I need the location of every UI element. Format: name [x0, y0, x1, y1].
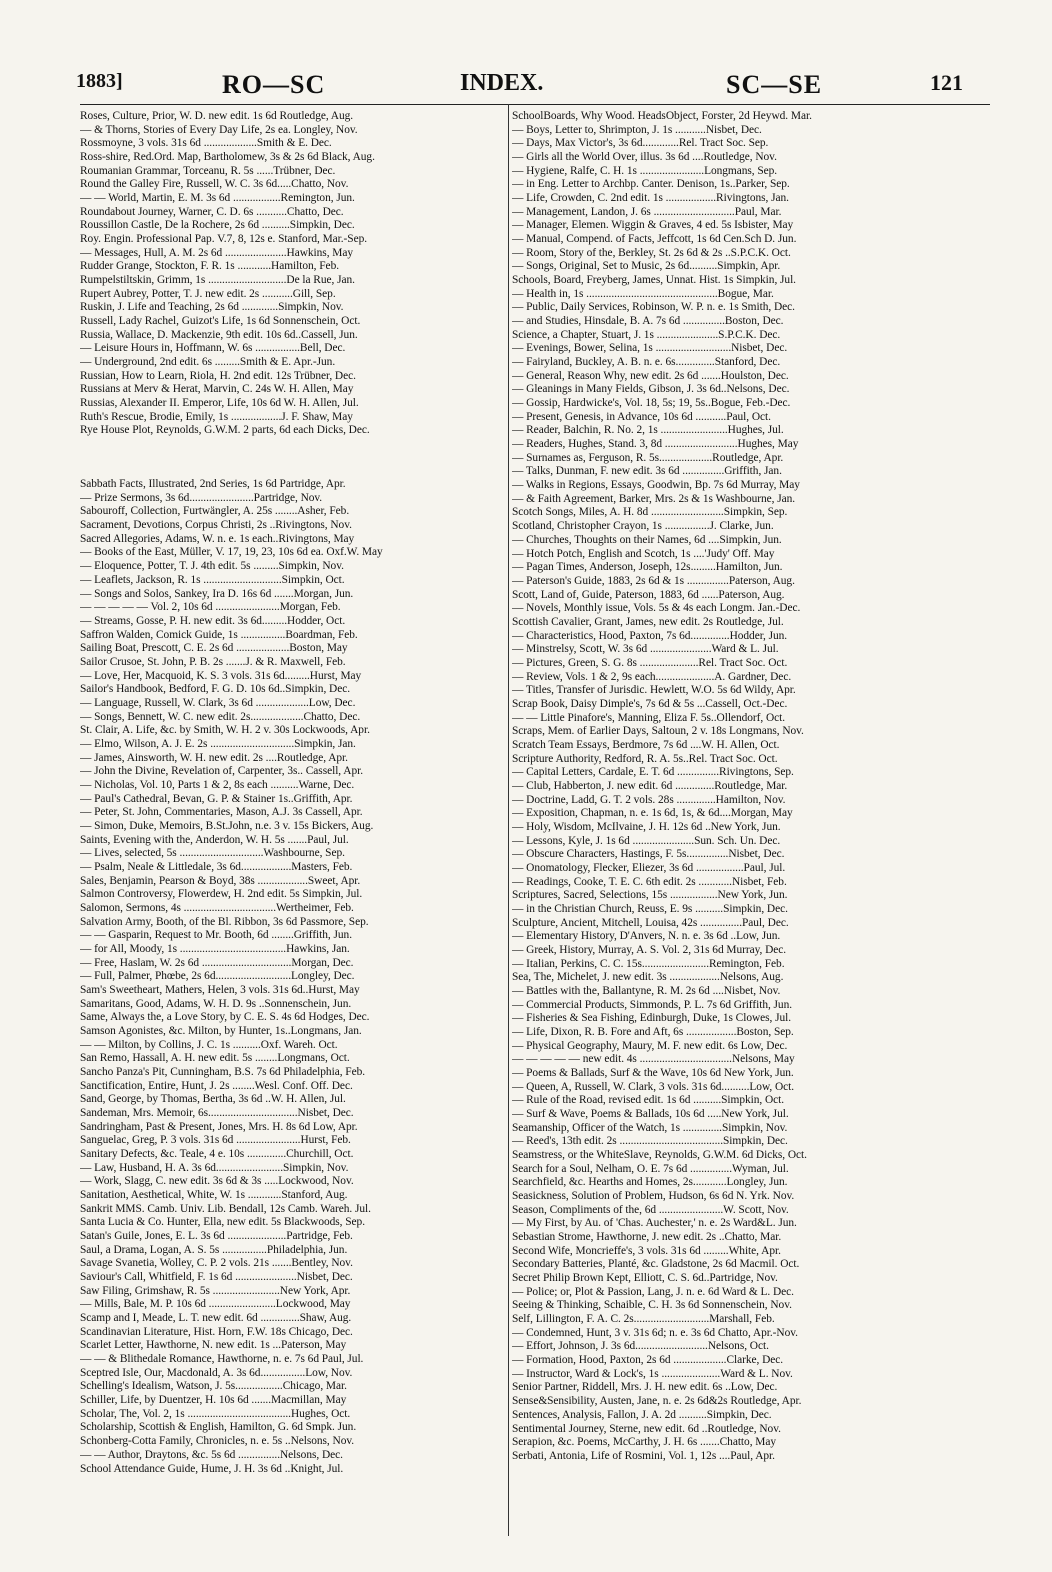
index-entry: Sandringham, Past & Present, Jones, Mrs. H. 8s 6d Low, Apr.: [80, 1120, 358, 1133]
index-entry: Sanguelac, Greg, P. 3 vols. 31s 6d .......................Hurst, Feb.: [80, 1134, 351, 1147]
index-entry: — Manager, Elemen. Wiggin & Graves, 4 ed. 5s Isbister, May: [512, 219, 794, 232]
index-entry: — Surf & Wave, Poems & Ballads, 10s 6d .....New York, Jul.: [512, 1108, 789, 1121]
index-entry: Sabouroff, Collection, Furtwängler, A. 25s ........Asher, Feb.: [80, 505, 350, 518]
index-entry: Seamanship, Officer of the Watch, 1s ..............Simpkin, Nov.: [512, 1121, 788, 1134]
index-entry: — General, Reason Why, new edit. 2s 6d .......Houlston, Dec.: [512, 369, 789, 382]
header-rule: [80, 104, 990, 105]
header-title: INDEX.: [460, 70, 544, 96]
index-entry: — in Eng. Letter to Archbp. Canter. Denison, 1s..Parker, Sep.: [512, 178, 790, 191]
index-entry: — Condemned, Hunt, 3 v. 31s 6d; n. e. 3s 6d Chatto, Apr.-Nov.: [512, 1326, 798, 1339]
index-entry: Schelling's Idealism, Watson, J. 5s.................Chicago, Mar.: [80, 1380, 347, 1393]
index-entry: St. Clair, A. Life, &c. by Smith, W. H. 2 v. 30s Lockwoods, Apr.: [80, 724, 370, 737]
index-entry: Sentences, Analysis, Fallon, J. A. 2d ..........Simpkin, Dec.: [512, 1408, 772, 1421]
index-entry: — Free, Haslam, W. 2s 6d ................................Morgan, Dec.: [80, 956, 354, 969]
index-entry: — Present, Genesis, in Advance, 10s 6d ...........Paul, Oct.: [512, 410, 771, 423]
index-entry: Search for a Soul, Nelham, O. E. 7s 6d ...............Wyman, Jul.: [512, 1162, 789, 1175]
index-entry: Sebastian Strome, Hawthorne, J. new edit. 2s ..Chatto, Mar.: [512, 1231, 782, 1244]
index-entry: — Full, Palmer, Phœbe, 2s 6d...........................Longley, Dec.: [80, 970, 355, 983]
index-entry: Scholarship, Scottish & English, Hamilton, G. 6d Smpk. Jun.: [80, 1421, 357, 1434]
index-entry: — Paterson's Guide, 1883, 2s 6d & 1s ...............Paterson, Aug.: [512, 574, 795, 587]
index-entry: Same, Always the, a Love Story, by C. E. S. 4s 6d Hodges, Dec.: [80, 1011, 370, 1024]
index-entry: San Remo, Hassall, A. H. new edit. 5s ........Longmans, Oct.: [80, 1052, 350, 1065]
index-entry: Ross-shire, Red.Ord. Map, Bartholomew, 3s & 2s 6d Black, Aug.: [80, 151, 375, 164]
index-entry: — Messages, Hull, A. M. 2s 6d ......................Hawkins, May: [80, 246, 354, 259]
index-entry: — — & Blithedale Romance, Hawthorne, n. e. 7s 6d Paul, Jul.: [80, 1353, 364, 1366]
index-entry: — Physical Geography, Maury, M. F. new edit. 6s Low, Dec.: [512, 1039, 788, 1052]
index-entry: — Prize Sermons, 3s 6d.......................Partridge, Nov.: [80, 491, 323, 504]
index-entry: Samson Agonistes, &c. Milton, by Hunter, 1s..Longmans, Jan.: [80, 1025, 362, 1037]
index-entry: — Underground, 2nd edit. 6s .........Smith & E. Apr.-Jun.: [80, 356, 336, 369]
index-entry: Salmon Controversy, Flowerdew, H. 2nd edit. 5s Simpkin, Jul.: [80, 888, 363, 901]
index-entry: Rudder Grange, Stockton, F. R. 1s ............Hamilton, Feb.: [80, 260, 340, 273]
index-entry: — — Gasparin, Request to Mr. Booth, 6d ........Griffith, Jun.: [80, 929, 352, 942]
index-entry: Rumpelstiltskin, Grimm, 1s ............................De la Rue, Jan.: [80, 274, 355, 287]
index-entry: — Leisure Hours in, Hoffmann, W. 6s ................Bell, Dec.: [80, 342, 346, 355]
index-entry: Serapion, &c. Poems, McCarthy, J. H. 6s .......Chatto, May: [512, 1436, 777, 1449]
index-entry: Seamstress, or the WhiteSlave, Reynolds, G.W.M. 6d Dicks, Oct.: [512, 1149, 807, 1162]
index-entry: Scratch Team Essays, Berdmore, 7s 6d ....W. H. Allen, Oct.: [512, 738, 780, 751]
index-entry: — Instructor, Ward & Lock's, 1s .....................Ward & L. Nov.: [512, 1367, 793, 1380]
index-entry: — Hygiene, Ralfe, C. H. 1s .......................Longmans, Sep.: [512, 164, 778, 177]
index-entry: Scraps, Mem. of Earlier Days, Saltoun, 2 v. 18s Longmans, Nov.: [512, 725, 804, 738]
index-entry: Sceptred Isle, Our, Macdonald, A. 3s 6d................Low, Nov.: [80, 1366, 353, 1379]
index-entry: — & Thorns, Stories of Every Day Life, 2s ea. Longley, Nov.: [80, 123, 358, 136]
index-entry: — Fisheries & Sea Fishing, Edinburgh, Duke, 1s Clowes, Jul.: [512, 1012, 792, 1025]
index-entry: Secret Philip Brown Kept, Elliott, C. S. 6d..Partridge, Nov.: [512, 1272, 778, 1285]
index-entry: Scrap Book, Daisy Dimple's, 7s 6d & 5s ...Cassell, Oct.-Dec.: [512, 697, 788, 710]
index-entry: Sailor Crusoe, St. John, P. B. 2s .......J. & R. Maxwell, Feb.: [80, 655, 346, 668]
index-entry: Senior Partner, Riddell, Mrs. J. H. new edit. 6s ..Low, Dec.: [512, 1381, 778, 1394]
index-entry: Secondary Batteries, Planté, &c. Gladstone, 2s 6d Macmil. Oct.: [512, 1258, 800, 1271]
index-entry: Sacrament, Devotions, Corpus Christi, 2s ..Rivingtons, Nov.: [80, 519, 352, 532]
index-entry: — Mills, Bale, M. P. 10s 6d ........................Lockwood, May: [80, 1298, 351, 1311]
index-entry: — Streams, Gosse, P. H. new edit. 3s 6d.........Hodder, Oct.: [80, 614, 346, 627]
index-entry: — Effort, Johnson, J. 3s 6d..........................Nelsons, Oct.: [512, 1340, 769, 1353]
index-entry: Santa Lucia & Co. Hunter, Ella, new edit. 5s Blackwoods, Sep.: [80, 1216, 366, 1229]
index-entry: Roumanian Grammar, Torceanu, R. 5s ......Trübner, Dec.: [80, 164, 336, 177]
index-entry: — Capital Letters, Cardale, E. T. 6d ...............Rivingtons, Sep.: [512, 766, 794, 779]
index-entry: Ruskin, J. Life and Teaching, 2s 6d .............Simpkin, Nov.: [80, 301, 344, 314]
index-entry: — Psalm, Neale & Littledale, 3s 6d..................Masters, Feb.: [80, 860, 353, 873]
index-entry: — Pictures, Green, S. G. 8s .....................Rel. Tract Soc. Oct.: [512, 656, 788, 669]
index-entry: Sanctification, Entire, Hunt, J. 2s ........Wesl. Conf. Off. Dec.: [80, 1079, 353, 1092]
index-entry: — Hotch Potch, English and Scotch, 1s ....'Judy' Off. May: [512, 547, 775, 560]
index-entry: — Reader, Balchin, R. No. 2, 1s ........................Hughes, Jul.: [512, 424, 784, 437]
index-entry: Self, Lillington, F. A. C. 2s...........................Marshall, Feb.: [512, 1313, 775, 1326]
index-entry: Seeing & Thinking, Schaible, C. H. 3s 6d Sonnenschein, Nov.: [512, 1299, 792, 1312]
index-entry: — Formation, Hood, Paxton, 2s 6d ...................Clarke, Dec.: [512, 1354, 784, 1367]
index-entry: — Readings, Cooke, T. E. C. 6th edit. 2s ............Nisbet, Feb.: [512, 875, 787, 888]
index-entry: Savage Svanetia, Wolley, C. P. 2 vols. 21s .......Bentley, Nov.: [80, 1257, 353, 1270]
index-entry: Saul, a Drama, Logan, A. S. 5s ................Philadelphia, Jun.: [80, 1243, 348, 1256]
index-entry: — Queen, A, Russell, W. Clark, 3 vols. 31s 6d..........Low, Oct.: [512, 1080, 795, 1093]
index-entry: Scriptures, Sacred, Selections, 15s .................New York, Jun.: [512, 889, 788, 902]
index-entry: — Surnames as, Ferguson, R. 5s...................Routledge, Apr.: [512, 451, 784, 464]
index-entry: Sales, Benjamin, Pearson & Boyd, 38s ..................Sweet, Apr.: [80, 874, 361, 887]
index-entry: Salomon, Sermons, 4s .................................Wertheimer, Feb.: [80, 901, 354, 914]
index-entry: Scandinavian Literature, Hist. Horn, F.W. 18s Chicago, Dec.: [80, 1325, 353, 1338]
index-entry: — Onomatology, Flecker, Eliezer, 3s 6d .................Paul, Jul.: [512, 861, 786, 874]
index-entry: Russians at Merv & Herat, Marvin, C. 24s W. H. Allen, May: [80, 383, 354, 396]
index-entry: Saints, Evening with the, Anderdon, W. H. 5s .......Paul, Jul.: [80, 833, 349, 846]
column-divider: [508, 104, 509, 1536]
index-entry: Sculpture, Ancient, Mitchell, Louisa, 42s ...............Paul, Dec.: [512, 916, 789, 929]
index-entry: Rye House Plot, Reynolds, G.W.M. 2 parts, 6d each Dicks, Dec.: [80, 424, 370, 437]
index-entry: — Rule of the Road, revised edit. 1s 6d ..........Simpkin, Oct.: [512, 1094, 785, 1107]
index-entry: Samaritans, Good, Adams, W. H. D. 9s ..Sonnenschein, Jun.: [80, 997, 352, 1010]
index-entry: Sea, The, Michelet, J. new edit. 3s ..................Nelsons, Aug.: [512, 971, 784, 984]
index-entry: — Doctrine, Ladd, G. T. 2 vols. 28s ..............Hamilton, Nov.: [512, 793, 786, 806]
index-entry: — Battles with the, Ballantyne, R. M. 2s 6d ....Nisbet, Nov.: [512, 985, 781, 997]
index-entry: Seasickness, Solution of Problem, Hudson, 6s 6d N. Yrk. Nov.: [512, 1190, 795, 1203]
index-entry: Sense&Sensibility, Austen, Jane, n. e. 2s 6d&2s Routledge, Apr.: [512, 1395, 802, 1408]
index-entry: — Club, Habberton, J. new edit. 6d ..............Routledge, Mar.: [512, 779, 788, 792]
index-entry: Schiller, Life, by Duentzer, H. 10s 6d .......Macmillan, May: [80, 1394, 347, 1407]
index-entry: — Eloquence, Potter, T. J. 4th edit. 5s .........Simpkin, Nov.: [80, 560, 344, 573]
index-entry: — Public, Daily Services, Robinson, W. P. n. e. 1s Smith, Dec.: [512, 301, 795, 314]
index-entry: Sand, George, by Thomas, Bertha, 3s 6d ..W. H. Allen, Jul.: [80, 1093, 346, 1106]
index-entry: Sankrit MMS. Camb. Univ. Lib. Bendall, 12s Camb. Wareh. Jul.: [80, 1202, 371, 1215]
index-entry: — Italian, Perkins, C. C. 15s........................Remington, Feb.: [512, 957, 785, 970]
index-entry: Scott, Land of, Guide, Paterson, 1883, 6d ......Paterson, Aug.: [512, 588, 785, 601]
index-entry: — Obscure Characters, Hastings, F. 5s...............Nisbet, Dec.: [512, 848, 785, 861]
index-entry: Sancho Panza's Pit, Cunningham, B.S. 7s 6d Philadelphia, Feb.: [80, 1066, 366, 1079]
index-entry: — Simon, Duke, Memoirs, B.St.John, n.e. 3 v. 15s Bickers, Aug.: [80, 819, 374, 832]
index-entry: — & Faith Agreement, Barker, Mrs. 2s & 1s Washbourne, Jan.: [512, 492, 796, 505]
index-entry: — Commercial Products, Simmonds, P. L. 7s 6d Griffith, Jun.: [512, 998, 793, 1011]
index-entry: — — — — — new edit. 4s .................................Nelsons, May: [512, 1053, 795, 1066]
index-entry: — Love, Her, Macquoid, K. S. 3 vols. 31s 6d.........Hurst, May: [80, 669, 362, 682]
index-entry: — John the Divine, Revelation of, Carpenter, 3s.. Cassell, Apr.: [80, 765, 364, 778]
index-entry: Russia, Wallace, D. Mackenzie, 9th edit. 10s 6d..Cassell, Jun.: [80, 328, 358, 341]
index-entry: School Attendance Guide, Hume, J. H. 3s 6d ..Knight, Jul.: [80, 1462, 344, 1475]
header-right-range: SC—SE: [726, 70, 823, 99]
index-entry: — Days, Max Victor's, 3s 6d.............Rel. Tract Soc. Sep.: [512, 137, 769, 150]
index-entry: Saw Filing, Grimshaw, R. 5s ........................New York, Apr.: [80, 1284, 351, 1297]
index-entry: — Elementary History, D'Anvers, N. n. e. 3s 6d ..Low, Jun.: [512, 930, 781, 943]
index-entry: — My First, by Au. of 'Chas. Auchester,' n. e. 2s Ward&L. Jun.: [512, 1217, 797, 1230]
index-entry: — Review, Vols. 1 & 2, 9s each.....................A. Gardner, Dec.: [512, 670, 792, 683]
index-entry: Satan's Guile, Jones, E. L. 3s 6d .....................Partridge, Feb.: [80, 1230, 353, 1243]
index-entry: — Nicholas, Vol. 10, Parts 1 & 2, 8s each ..........Warne, Dec.: [80, 778, 355, 791]
index-entry: — Gossip, Hardwicke's, Vol. 18, 5s; 19, 5s..Bogue, Feb.-Dec.: [512, 397, 791, 410]
index-entry: — Life, Dixon, R. B. Fore and Aft, 6s ..................Boston, Sep.: [512, 1026, 794, 1039]
index-entry: Saffron Walden, Comick Guide, 1s ................Boardman, Feb.: [80, 628, 358, 641]
index-entry: — Readers, Hughes, Stand. 3, 8d ..........................Hughes, May: [512, 438, 799, 451]
left-column: [80, 110, 506, 1540]
index-entry: Sanitary Defects, &c. Teale, 4 e. 10s ..............Churchill, Oct.: [80, 1148, 354, 1161]
index-entry: Russell, Lady Rachel, Guizot's Life, 1s 6d Sonnenschein, Oct.: [80, 315, 361, 328]
index-entry: — in the Christian Church, Reuss, E. 9s ..........Simpkin, Dec.: [512, 902, 788, 915]
index-entry: SchoolBoards, Why Wood. HeadsObject, Forster, 2d Heywd. Mar.: [512, 110, 812, 122]
index-entry: Round the Galley Fire, Russell, W. C. 3s 6d.....Chatto, Nov.: [80, 178, 349, 191]
index-entry: Russian, How to Learn, Riola, H. 2nd edit. 12s Trübner, Dec.: [80, 369, 356, 382]
index-entry: Rossmoyne, 3 vols. 31s 6d ...................Smith & E. Dec.: [80, 137, 332, 150]
index-entry: Sanitation, Aesthetical, White, W. 1s ............Stanford, Aug.: [80, 1189, 348, 1202]
index-entry: — Titles, Transfer of Jurisdic. Hewlett, W.O. 5s 6d Wildy, Apr.: [512, 684, 796, 697]
index-entry: Sacred Allegories, Adams, W. n. e. 1s each..Rivingtons, May: [80, 532, 355, 545]
index-entry: — Manual, Compend. of Facts, Jeffcott, 1s 6d Cen.Sch D. Jun.: [512, 233, 797, 246]
index-entry: — Songs and Solos, Sankey, Ira D. 16s 6d .......Morgan, Jun.: [80, 587, 354, 600]
index-entry: Second Wife, Moncrieffe's, 3 vols. 31s 6d .........White, Apr.: [512, 1244, 781, 1257]
index-entry: — Lessons, Kyle, J. 1s 6d ......................Sun. Sch. Un. Dec.: [512, 834, 781, 847]
page-header: [0, 70, 1052, 106]
index-entry: — Walks in Regions, Essays, Goodwin, Bp. 7s 6d Murray, May: [512, 479, 800, 492]
index-entry: — — Little Pinafore's, Manning, Eliza F. 5s..Ollendorf, Oct.: [512, 711, 786, 724]
index-entry: — Work, Slagg, C. new edit. 3s 6d & 3s .....Lockwood, Nov.: [80, 1175, 354, 1188]
index-entry: — Fairyland, Buckley, A. B. n. e. 6s..............Stanford, Dec.: [512, 356, 781, 369]
index-entry: — Churches, Thoughts on their Names, 6d ....Simpkin, Jun.: [512, 533, 782, 546]
index-entry: Salvation Army, Booth, of the Bl. Ribbon, 3s 6d Passmore, Sep.: [80, 915, 369, 928]
index-entry: Roy. Engin. Professional Pap. V.7, 8, 12s e. Stanford, Mar.-Sep.: [80, 233, 368, 246]
index-entry: Schools, Board, Freyberg, James, Unnat. Hist. 1s Simpkin, Jul.: [512, 274, 796, 287]
index-entry: Sentimental Journey, Sterne, new edit. 6d ..Routledge, Nov.: [512, 1422, 781, 1435]
index-entry: — Room, Story of the, Berkley, St. 2s 6d & 2s ..S.P.C.K. Oct.: [512, 246, 791, 259]
header-year: 1883]: [76, 70, 123, 92]
index-entry: — Holy, Wisdom, McIlvaine, J. H. 12s 6d ..New York, Jun.: [512, 820, 781, 833]
index-entry: — Lives, selected, 5s ..............................Washbourne, Sep.: [80, 847, 345, 860]
index-entry: — Reed's, 13th edit. 2s .....................................Simpkin, Dec.: [512, 1135, 788, 1148]
index-entry: Science, a Chapter, Stuart, J. 1s ......................S.P.C.K. Dec.: [512, 328, 781, 341]
index-entry: — Books of the East, Müller, V. 17, 19, 23, 10s 6d ea. Oxf.W. May: [80, 546, 383, 559]
index-entry: Searchfield, &c. Hearths and Homes, 2s............Longley, Jun.: [512, 1176, 788, 1189]
header-left-range: RO—SC: [222, 70, 326, 99]
section-gap: [80, 438, 506, 478]
index-entry: — Greek, History, Murray, A. S. Vol. 2, 31s 6d Murray, Dec.: [512, 943, 787, 956]
index-entry: — Pagan Times, Anderson, Joseph, 12s.........Hamilton, Jun.: [512, 561, 783, 574]
index-entry: Schonberg-Cotta Family, Chronicles, n. e. 5s ..Nelsons, Nov.: [80, 1435, 355, 1448]
index-entry: Scarlet Letter, Hawthorne, N. new edit. 1s ...Paterson, May: [80, 1339, 347, 1352]
index-entry: — Life, Crowden, C. 2nd edit. 1s ..................Rivingtons, Jan.: [512, 192, 789, 205]
index-entry: Sabbath Facts, Illustrated, 2nd Series, 1s 6d Partridge, Apr.: [80, 478, 346, 491]
index-entry: — Police; or, Plot & Passion, Lang, J. n. e. 6d Ward & L. Dec.: [512, 1285, 794, 1298]
index-entry: Sailor's Handbook, Bedford, F. G. D. 10s 6d..Simpkin, Dec.: [80, 683, 351, 696]
index-entry: — Management, Landon, J. 6s .............................Paul, Mar.: [512, 205, 782, 218]
index-entry: Roses, Culture, Prior, W. D. new edit. 1s 6d Routledge, Aug.: [80, 110, 354, 122]
index-entry: — and Studies, Hinsdale, B. A. 7s 6d ...............Boston, Dec.: [512, 315, 784, 328]
index-entry: Roussillon Castle, De la Rochere, 2s 6d ..........Simpkin, Dec.: [80, 219, 355, 232]
index-entry: — Peter, St. John, Commentaries, Mason, A.J. 3s Cassell, Apr.: [80, 806, 363, 819]
index-entry: Russias, Alexander II. Emperor, Life, 10s 6d W. H. Allen, Jul.: [80, 397, 359, 410]
index-entry: — Law, Husband, H. A. 3s 6d........................Simpkin, Nov.: [80, 1161, 349, 1174]
index-entry: — Novels, Monthly issue, Vols. 5s & 4s each Longm. Jan.-Dec.: [512, 602, 801, 615]
index-entry: Scripture Authority, Redford, R. A. 5s..Rel. Tract Soc. Oct.: [512, 752, 778, 765]
index-entry: — Leaflets, Jackson, R. 1s ............................Simpkin, Oct.: [80, 573, 345, 586]
index-entry: — — Milton, by Collins, J. C. 1s ..........Oxf. Wareh. Oct.: [80, 1038, 338, 1051]
index-entry: Sailing Boat, Prescott, C. E. 2s 6d ...................Boston, May: [80, 642, 348, 655]
index-entry: — Minstrelsy, Scott, W. 3s 6d ......................Ward & L. Jul.: [512, 643, 779, 656]
index-entry: — Elmo, Wilson, A. J. E. 2s ..............................Simpkin, Jan.: [80, 737, 356, 750]
index-entry: Season, Compliments of the, 6d .......................W. Scott, Nov.: [512, 1203, 789, 1216]
index-entry: Scotland, Christopher Crayon, 1s ................J. Clarke, Jun.: [512, 520, 774, 533]
index-entry: — Characteristics, Hood, Paxton, 7s 6d..............Hodder, Jun.: [512, 629, 788, 642]
index-entry: — Girls all the World Over, illus. 3s 6d ....Routledge, Nov.: [512, 151, 777, 164]
index-entry: — Health in, 1s ...............................................Bogue, Mar.: [512, 287, 774, 300]
index-entry: — Exposition, Chapman, n. e. 1s 6d, 1s, & 6d....Morgan, May: [512, 807, 793, 820]
index-entry: Scholar, The, Vol. 2, 1s .....................................Hughes, Oct.: [80, 1407, 351, 1420]
index-entry: Scotch Songs, Miles, A. H. 8d ..........................Simpkin, Sep.: [512, 506, 788, 519]
index-entry: Scamp and I, Meade, L. T. new edit. 6d ..............Shaw, Aug.: [80, 1312, 352, 1325]
right-column: [512, 110, 992, 1540]
index-entry: — Songs, Bennett, W. C. new edit. 2s...................Chatto, Dec.: [80, 710, 361, 723]
index-entry: — Language, Russell, W. Clark, 3s 6d ...................Low, Dec.: [80, 696, 356, 709]
index-entry: — — — — — Vol. 2, 10s 6d .......................Morgan, Feb.: [80, 601, 341, 614]
index-entry: Sam's Sweetheart, Mathers, Helen, 3 vols. 31s 6d..Hurst, May: [80, 983, 360, 996]
index-entry: Serbati, Antonia, Life of Rosmini, Vol. 1, 12s ....Paul, Apr.: [512, 1449, 775, 1462]
page-number: 121: [930, 70, 963, 95]
index-entry: — for All, Moody, 1s ......................................Hawkins, Jan.: [80, 942, 350, 955]
index-entry: Ruth's Rescue, Brodie, Emily, 1s ..................J. F. Shaw, May: [80, 410, 353, 423]
index-entry: Rupert Aubrey, Potter, T. J. new edit. 2s ...........Gill, Sep.: [80, 287, 336, 300]
index-entry: Scottish Cavalier, Grant, James, new edit. 2s Routledge, Jul.: [512, 615, 784, 628]
index-entry: — Poems & Ballads, Surf & the Wave, 10s 6d New York, Jun.: [512, 1067, 794, 1080]
index-entry: — — World, Martin, E. M. 3s 6d .................Remington, Jun.: [80, 192, 355, 205]
index-entry: Saviour's Call, Whitfield, F. 1s 6d ......................Nisbet, Dec.: [80, 1271, 353, 1284]
index-entry: — Paul's Cathedral, Bevan, G. P. & Stainer 1s..Griffith, Apr.: [80, 792, 353, 805]
index-entry: — Gleanings in Many Fields, Gibson, J. 3s 6d..Nelsons, Dec.: [512, 383, 790, 396]
index-entry: Sandeman, Mrs. Memoir, 6s................................Nisbet, Dec.: [80, 1107, 354, 1120]
index-entry: — James, Ainsworth, W. H. new edit. 2s ....Routledge, Apr.: [80, 751, 348, 764]
index-entry: — Evenings, Bower, Selina, 1s ...........................Nisbet, Dec.: [512, 342, 788, 355]
index-entry: — Boys, Letter to, Shrimpton, J. 1s ...........Nisbet, Dec.: [512, 123, 762, 136]
index-entry: — — Author, Draytons, &c. 5s 6d ...............Nelsons, Dec.: [80, 1448, 343, 1461]
index-entry: Roundabout Journey, Warner, C. D. 6s ...........Chatto, Dec.: [80, 205, 344, 218]
index-entry: — Talks, Dunman, F. new edit. 3s 6d ...............Griffith, Jan.: [512, 465, 782, 478]
index-entry: — Songs, Original, Set to Music, 2s 6d..........Simpkin, Apr.: [512, 260, 781, 273]
